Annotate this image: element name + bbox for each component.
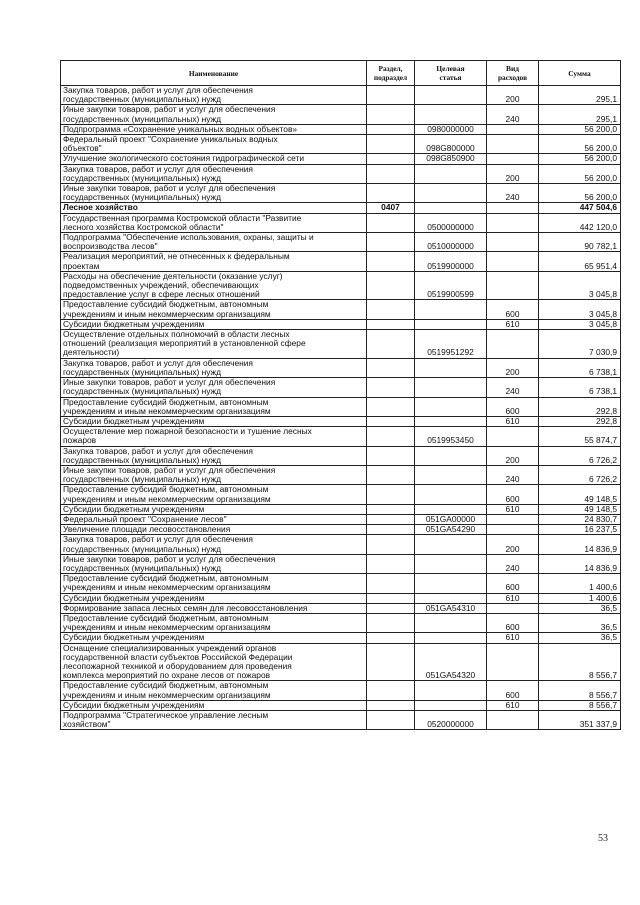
table-row <box>61 105 621 124</box>
header-name: Наименование <box>61 61 367 86</box>
row-sum: 56 200,0 <box>539 154 621 164</box>
table-row <box>61 330 621 359</box>
row-target: 0519951292 <box>415 330 487 359</box>
row-sum: 292,8 <box>539 397 621 416</box>
row-section <box>367 105 415 124</box>
row-sum: 3 045,8 <box>539 300 621 319</box>
row-type: 610 <box>487 633 539 643</box>
row-target: 098G850900 <box>415 154 487 164</box>
row-type: 200 <box>487 164 539 183</box>
row-sum: 442 120,0 <box>539 213 621 232</box>
row-name: Иные закупки товаров, работ и услуг для обеспечения государственных (муниципальных) нужд <box>61 378 367 397</box>
row-sum: 3 045,8 <box>539 319 621 329</box>
row-name: Закупка товаров, работ и услуг для обеспечения государственных (муниципальных) нужд <box>61 535 367 554</box>
table-row <box>61 554 621 573</box>
row-section <box>367 378 415 397</box>
row-section <box>367 700 415 710</box>
row-section <box>367 613 415 632</box>
row-target <box>415 574 487 593</box>
row-section <box>367 554 415 573</box>
row-name: Осуществление отдельных полномочий в области лесных отношений (реализация мероприятий в установленной сфере деятельности) <box>61 330 367 359</box>
row-sum: 36,5 <box>539 633 621 643</box>
row-sum: 36,5 <box>539 603 621 613</box>
row-target: 098G800000 <box>415 135 487 154</box>
row-target: 051GA54290 <box>415 525 487 535</box>
row-section <box>367 603 415 613</box>
row-section <box>367 427 415 446</box>
row-sum: 16 237,5 <box>539 525 621 535</box>
row-target: 0980000000 <box>415 124 487 134</box>
row-sum: 6 738,1 <box>539 378 621 397</box>
row-section <box>367 397 415 416</box>
row-sum: 295,1 <box>539 105 621 124</box>
row-section <box>367 633 415 643</box>
row-type <box>487 514 539 524</box>
row-type: 610 <box>487 416 539 426</box>
row-name: Закупка товаров, работ и услуг для обеспечения государственных (муниципальных) нужд <box>61 86 367 105</box>
table-row <box>61 427 621 446</box>
row-type: 610 <box>487 593 539 603</box>
row-target <box>415 446 487 465</box>
row-sum: 49 148,5 <box>539 504 621 514</box>
row-target <box>415 203 487 213</box>
row-type: 240 <box>487 105 539 124</box>
row-type: 600 <box>487 613 539 632</box>
header-sum: Сумма <box>539 61 621 86</box>
table-row <box>61 525 621 535</box>
row-target <box>415 504 487 514</box>
table-row <box>61 358 621 377</box>
table-row <box>61 514 621 524</box>
table-row <box>61 504 621 514</box>
row-section <box>367 213 415 232</box>
row-type: 240 <box>487 465 539 484</box>
row-type: 610 <box>487 504 539 514</box>
row-section <box>367 711 415 730</box>
row-section <box>367 358 415 377</box>
row-sum: 1 400,6 <box>539 593 621 603</box>
row-type <box>487 213 539 232</box>
row-target: 0510000000 <box>415 233 487 252</box>
row-type <box>487 271 539 300</box>
row-section <box>367 504 415 514</box>
table-row <box>61 154 621 164</box>
row-section <box>367 154 415 164</box>
row-section <box>367 574 415 593</box>
row-name: Осуществление мер пожарной безопасности и тушение лесных пожаров <box>61 427 367 446</box>
row-type <box>487 233 539 252</box>
row-target: 0519953450 <box>415 427 487 446</box>
row-type: 600 <box>487 574 539 593</box>
table-header <box>61 61 621 86</box>
row-name: Субсидии бюджетным учреждениям <box>61 416 367 426</box>
table-row <box>61 416 621 426</box>
table-row <box>61 446 621 465</box>
row-target: 0519900000 <box>415 252 487 271</box>
row-section <box>367 525 415 535</box>
row-type <box>487 525 539 535</box>
row-section <box>367 135 415 154</box>
row-type: 600 <box>487 300 539 319</box>
row-target <box>415 681 487 700</box>
row-sum: 6 726,2 <box>539 446 621 465</box>
row-target <box>415 300 487 319</box>
row-name: Предоставление субсидий бюджетным, автономным учреждениям и иным некоммерческим организациям <box>61 681 367 700</box>
row-name: Подпрограмма «Сохранение уникальных водных объектов» <box>61 124 367 134</box>
row-sum: 56 200,0 <box>539 184 621 203</box>
table-row <box>61 124 621 134</box>
row-target <box>415 593 487 603</box>
row-type <box>487 711 539 730</box>
row-section <box>367 319 415 329</box>
row-type: 200 <box>487 86 539 105</box>
row-name: Субсидии бюджетным учреждениям <box>61 593 367 603</box>
header-section: Раздел, подраздел <box>367 61 415 86</box>
row-name: Субсидии бюджетным учреждениям <box>61 504 367 514</box>
row-sum: 24 830,7 <box>539 514 621 524</box>
table-row <box>61 378 621 397</box>
row-sum: 56 200,0 <box>539 124 621 134</box>
row-type: 600 <box>487 397 539 416</box>
row-type: 200 <box>487 358 539 377</box>
row-sum: 292,8 <box>539 416 621 426</box>
row-section <box>367 252 415 271</box>
row-section <box>367 300 415 319</box>
row-target <box>415 184 487 203</box>
row-name: Подпрограмма "Стратегическое управление лесным хозяйством" <box>61 711 367 730</box>
row-name: Предоставление субсидий бюджетным, автономным учреждениям и иным некоммерческим организациям <box>61 397 367 416</box>
row-sum: 7 030,9 <box>539 330 621 359</box>
row-name: Иные закупки товаров, работ и услуг для обеспечения государственных (муниципальных) нужд <box>61 465 367 484</box>
row-name: Закупка товаров, работ и услуг для обеспечения государственных (муниципальных) нужд <box>61 446 367 465</box>
row-target <box>415 416 487 426</box>
table-row <box>61 319 621 329</box>
row-target <box>415 465 487 484</box>
row-sum: 49 148,5 <box>539 485 621 504</box>
row-type: 240 <box>487 378 539 397</box>
row-sum: 56 200,0 <box>539 164 621 183</box>
row-section <box>367 643 415 681</box>
row-section <box>367 164 415 183</box>
table-row <box>61 633 621 643</box>
row-type: 610 <box>487 319 539 329</box>
table-body <box>61 86 621 730</box>
row-section <box>367 446 415 465</box>
row-target <box>415 86 487 105</box>
budget-table-container <box>60 60 620 730</box>
row-name: Иные закупки товаров, работ и услуг для обеспечения государственных (муниципальных) нужд <box>61 105 367 124</box>
row-sum: 65 951,4 <box>539 252 621 271</box>
row-section <box>367 514 415 524</box>
row-sum: 6 738,1 <box>539 358 621 377</box>
row-target <box>415 535 487 554</box>
row-target <box>415 164 487 183</box>
row-type: 600 <box>487 485 539 504</box>
table-row <box>61 252 621 271</box>
row-sum: 8 556,7 <box>539 700 621 710</box>
header-row <box>61 61 621 86</box>
table-row <box>61 700 621 710</box>
row-target <box>415 633 487 643</box>
budget-table <box>60 60 621 730</box>
row-name: Предоставление субсидий бюджетным, автономным учреждениям и иным некоммерческим организациям <box>61 574 367 593</box>
row-name: Предоставление субсидий бюджетным, автономным учреждениям и иным некоммерческим организациям <box>61 485 367 504</box>
row-sum: 6 726,2 <box>539 465 621 484</box>
row-target <box>415 485 487 504</box>
row-sum: 55 874,7 <box>539 427 621 446</box>
row-name: Иные закупки товаров, работ и услуг для обеспечения государственных (муниципальных) нужд <box>61 554 367 573</box>
table-row <box>61 643 621 681</box>
row-section <box>367 416 415 426</box>
row-type: 200 <box>487 446 539 465</box>
row-target <box>415 378 487 397</box>
table-row <box>61 213 621 232</box>
row-type <box>487 252 539 271</box>
row-name: Субсидии бюджетным учреждениям <box>61 319 367 329</box>
row-sum: 351 337,9 <box>539 711 621 730</box>
table-row <box>61 711 621 730</box>
row-name: Формирование запаса лесных семян для лесовосстановления <box>61 603 367 613</box>
row-section: 0407 <box>367 203 415 213</box>
row-name: Подпрограмма "Обеспечение использования, охраны, защиты и воспроизводства лесов" <box>61 233 367 252</box>
row-type: 600 <box>487 681 539 700</box>
row-section <box>367 465 415 484</box>
row-sum: 14 836,9 <box>539 535 621 554</box>
row-type <box>487 124 539 134</box>
table-row <box>61 613 621 632</box>
table-row <box>61 203 621 213</box>
row-type <box>487 154 539 164</box>
row-target <box>415 700 487 710</box>
row-section <box>367 124 415 134</box>
row-name: Закупка товаров, работ и услуг для обеспечения государственных (муниципальных) нужд <box>61 358 367 377</box>
row-target: 051GA54310 <box>415 603 487 613</box>
row-name: Субсидии бюджетным учреждениям <box>61 633 367 643</box>
header-type: Вид расходов <box>487 61 539 86</box>
row-name: Расходы на обеспечение деятельности (оказание услуг) подведомственных учреждений, обеспечивающих предоставление услуг в сфере лесных отношений <box>61 271 367 300</box>
row-section <box>367 271 415 300</box>
row-sum: 8 556,7 <box>539 681 621 700</box>
row-target: 0520000000 <box>415 711 487 730</box>
row-name: Увеличение площади лесовосстановления <box>61 525 367 535</box>
row-type <box>487 330 539 359</box>
table-row <box>61 233 621 252</box>
table-row <box>61 397 621 416</box>
header-target: Целевая статья <box>415 61 487 86</box>
row-type: 200 <box>487 535 539 554</box>
row-type: 240 <box>487 184 539 203</box>
row-sum: 8 556,7 <box>539 643 621 681</box>
row-name: Государственная программа Костромской области "Развитие лесного хозяйства Костромской области" <box>61 213 367 232</box>
table-row <box>61 271 621 300</box>
row-name: Предоставление субсидий бюджетным, автономным учреждениям и иным некоммерческим организациям <box>61 613 367 632</box>
table-row <box>61 86 621 105</box>
row-target <box>415 397 487 416</box>
row-sum: 447 504,6 <box>539 203 621 213</box>
row-name: Улучшение экологического состояния гидрографической сети <box>61 154 367 164</box>
row-name: Закупка товаров, работ и услуг для обеспечения государственных (муниципальных) нужд <box>61 164 367 183</box>
row-sum: 56 200,0 <box>539 135 621 154</box>
row-sum: 36,5 <box>539 613 621 632</box>
row-name: Федеральный проект "Сохранение лесов" <box>61 514 367 524</box>
row-sum: 1 400,6 <box>539 574 621 593</box>
row-name: Субсидии бюджетным учреждениям <box>61 700 367 710</box>
row-name: Оснащение специализированных учреждений органов государственной власти субъектов Российской Федерации лесопожарной техникой и оборудованием для проведения комплекса мероприятий по охране лесов от пожаров <box>61 643 367 681</box>
row-target: 051GA54320 <box>415 643 487 681</box>
row-target <box>415 105 487 124</box>
table-row <box>61 574 621 593</box>
table-row <box>61 593 621 603</box>
row-name: Реализация мероприятий, не отнесенных к федеральным проектам <box>61 252 367 271</box>
row-section <box>367 593 415 603</box>
row-section <box>367 485 415 504</box>
table-row <box>61 535 621 554</box>
row-section <box>367 681 415 700</box>
row-sum: 90 782,1 <box>539 233 621 252</box>
row-type <box>487 203 539 213</box>
row-sum: 14 836,9 <box>539 554 621 573</box>
row-type: 240 <box>487 554 539 573</box>
row-target: 0500000000 <box>415 213 487 232</box>
row-section <box>367 330 415 359</box>
table-row <box>61 184 621 203</box>
row-type <box>487 427 539 446</box>
row-target <box>415 358 487 377</box>
row-type <box>487 603 539 613</box>
table-row <box>61 485 621 504</box>
row-target <box>415 319 487 329</box>
table-row <box>61 603 621 613</box>
row-type <box>487 135 539 154</box>
table-row <box>61 164 621 183</box>
row-target: 051GA00000 <box>415 514 487 524</box>
row-name: Предоставление субсидий бюджетным, автономным учреждениям и иным некоммерческим организациям <box>61 300 367 319</box>
row-target <box>415 613 487 632</box>
table-row <box>61 135 621 154</box>
row-name: Федеральный проект "Сохранение уникальных водных объектов" <box>61 135 367 154</box>
row-target <box>415 554 487 573</box>
row-sum: 3 045,8 <box>539 271 621 300</box>
table-row <box>61 681 621 700</box>
row-section <box>367 535 415 554</box>
row-target: 0519900599 <box>415 271 487 300</box>
table-row <box>61 300 621 319</box>
table-row <box>61 465 621 484</box>
row-section <box>367 184 415 203</box>
page-number: 53 <box>598 833 608 844</box>
row-sum: 295,1 <box>539 86 621 105</box>
row-section <box>367 233 415 252</box>
row-type: 610 <box>487 700 539 710</box>
row-section <box>367 86 415 105</box>
row-type <box>487 643 539 681</box>
row-name: Иные закупки товаров, работ и услуг для обеспечения государственных (муниципальных) нужд <box>61 184 367 203</box>
row-name: Лесное хозяйство <box>61 203 367 213</box>
